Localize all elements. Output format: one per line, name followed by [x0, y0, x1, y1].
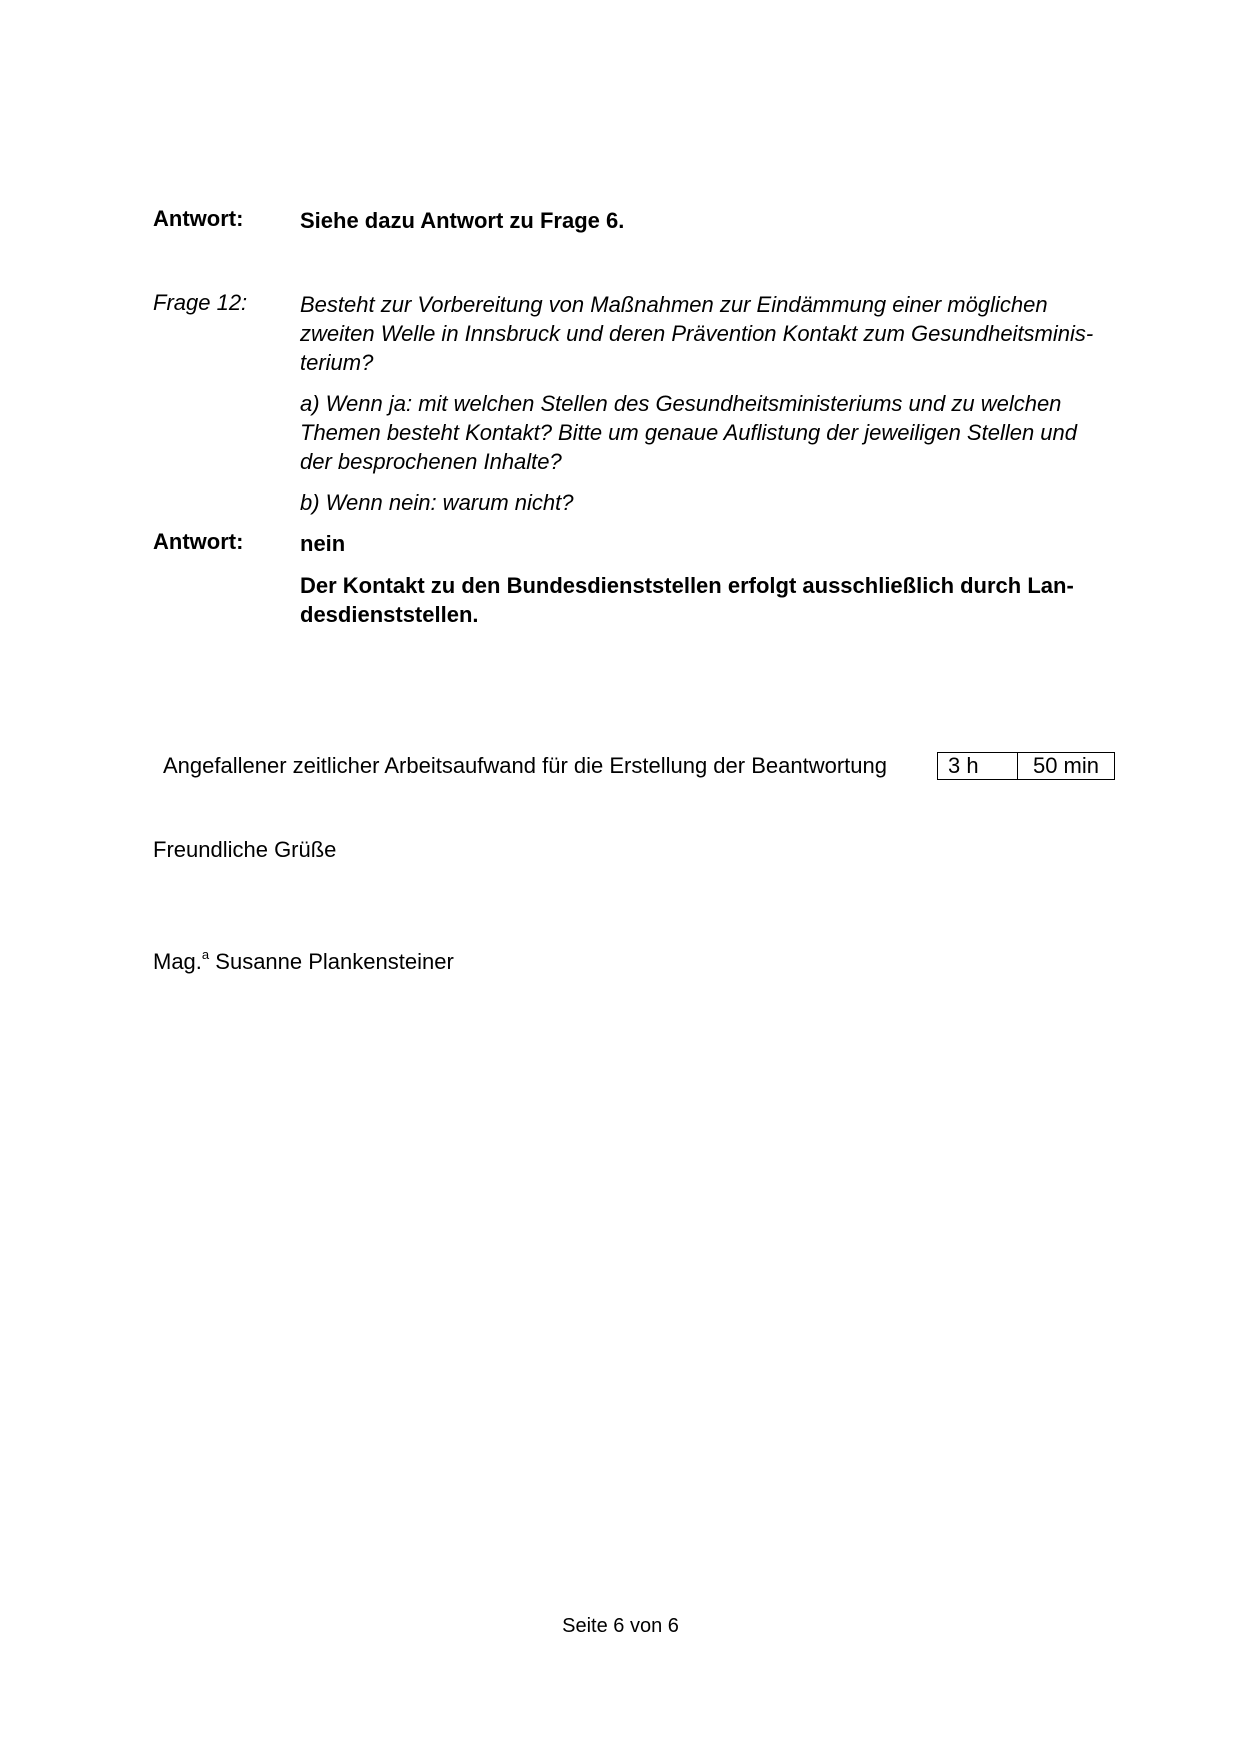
question-12-part-a-line: der besprochenen Inhalte? [300, 449, 562, 474]
effort-statement [163, 752, 887, 780]
question-12-part-a-line: Themen besteht Kontakt? Bitte um genaue Auflistung der jeweiligen Stellen und [300, 420, 1078, 445]
question-12-line: terium? [300, 350, 374, 375]
answer-12-text2 [300, 571, 1130, 629]
answer-prev-text: Siehe dazu Antwort zu Frage 6. [300, 208, 625, 233]
answer-12-label: Antwort: [153, 529, 244, 554]
question-12-part-a-line: a) Wenn ja: mit welchen Stellen des Gesundheitsministeriums und zu welchen [300, 391, 1062, 416]
greeting: Freundliche Grüße [153, 837, 337, 862]
question-12-text [300, 290, 1130, 377]
question-12-part-b: b) Wenn nein: warum nicht? [300, 490, 574, 515]
answer-prev-label: Antwort: [153, 206, 244, 231]
question-12-label: Frage 12: [153, 290, 248, 315]
answer-12-text1: nein [300, 531, 346, 556]
signature [153, 949, 454, 975]
effort-label: Angefallener zeitlicher Arbeitsaufwand für die Erstellung der Beantwortung [163, 753, 887, 778]
signature-title-sup: a [201, 947, 210, 962]
question-12-part-a [300, 389, 1130, 476]
page-number: Seite 6 von 6 [562, 1615, 679, 1637]
answer-12-text2-line: desdienststellen. [300, 602, 479, 627]
question-12-line: Besteht zur Vorbereitung von Maßnahmen zur Eindämmung einer möglichen [300, 292, 1048, 317]
question-12-line: zweiten Welle in Innsbruck und deren Prävention Kontakt zum Gesundheitsminis- [300, 321, 1094, 346]
effort-minutes: 50 min [1032, 753, 1100, 778]
signature-title: Mag. [153, 949, 202, 974]
effort-hours: 3 h [938, 753, 1018, 779]
effort-table [937, 752, 1115, 780]
signature-name: Susanne Plankensteiner [215, 949, 454, 974]
answer-12-text2-line: Der Kontakt zu den Bundesdienststellen erfolgt ausschließlich durch Lan- [300, 573, 1074, 598]
